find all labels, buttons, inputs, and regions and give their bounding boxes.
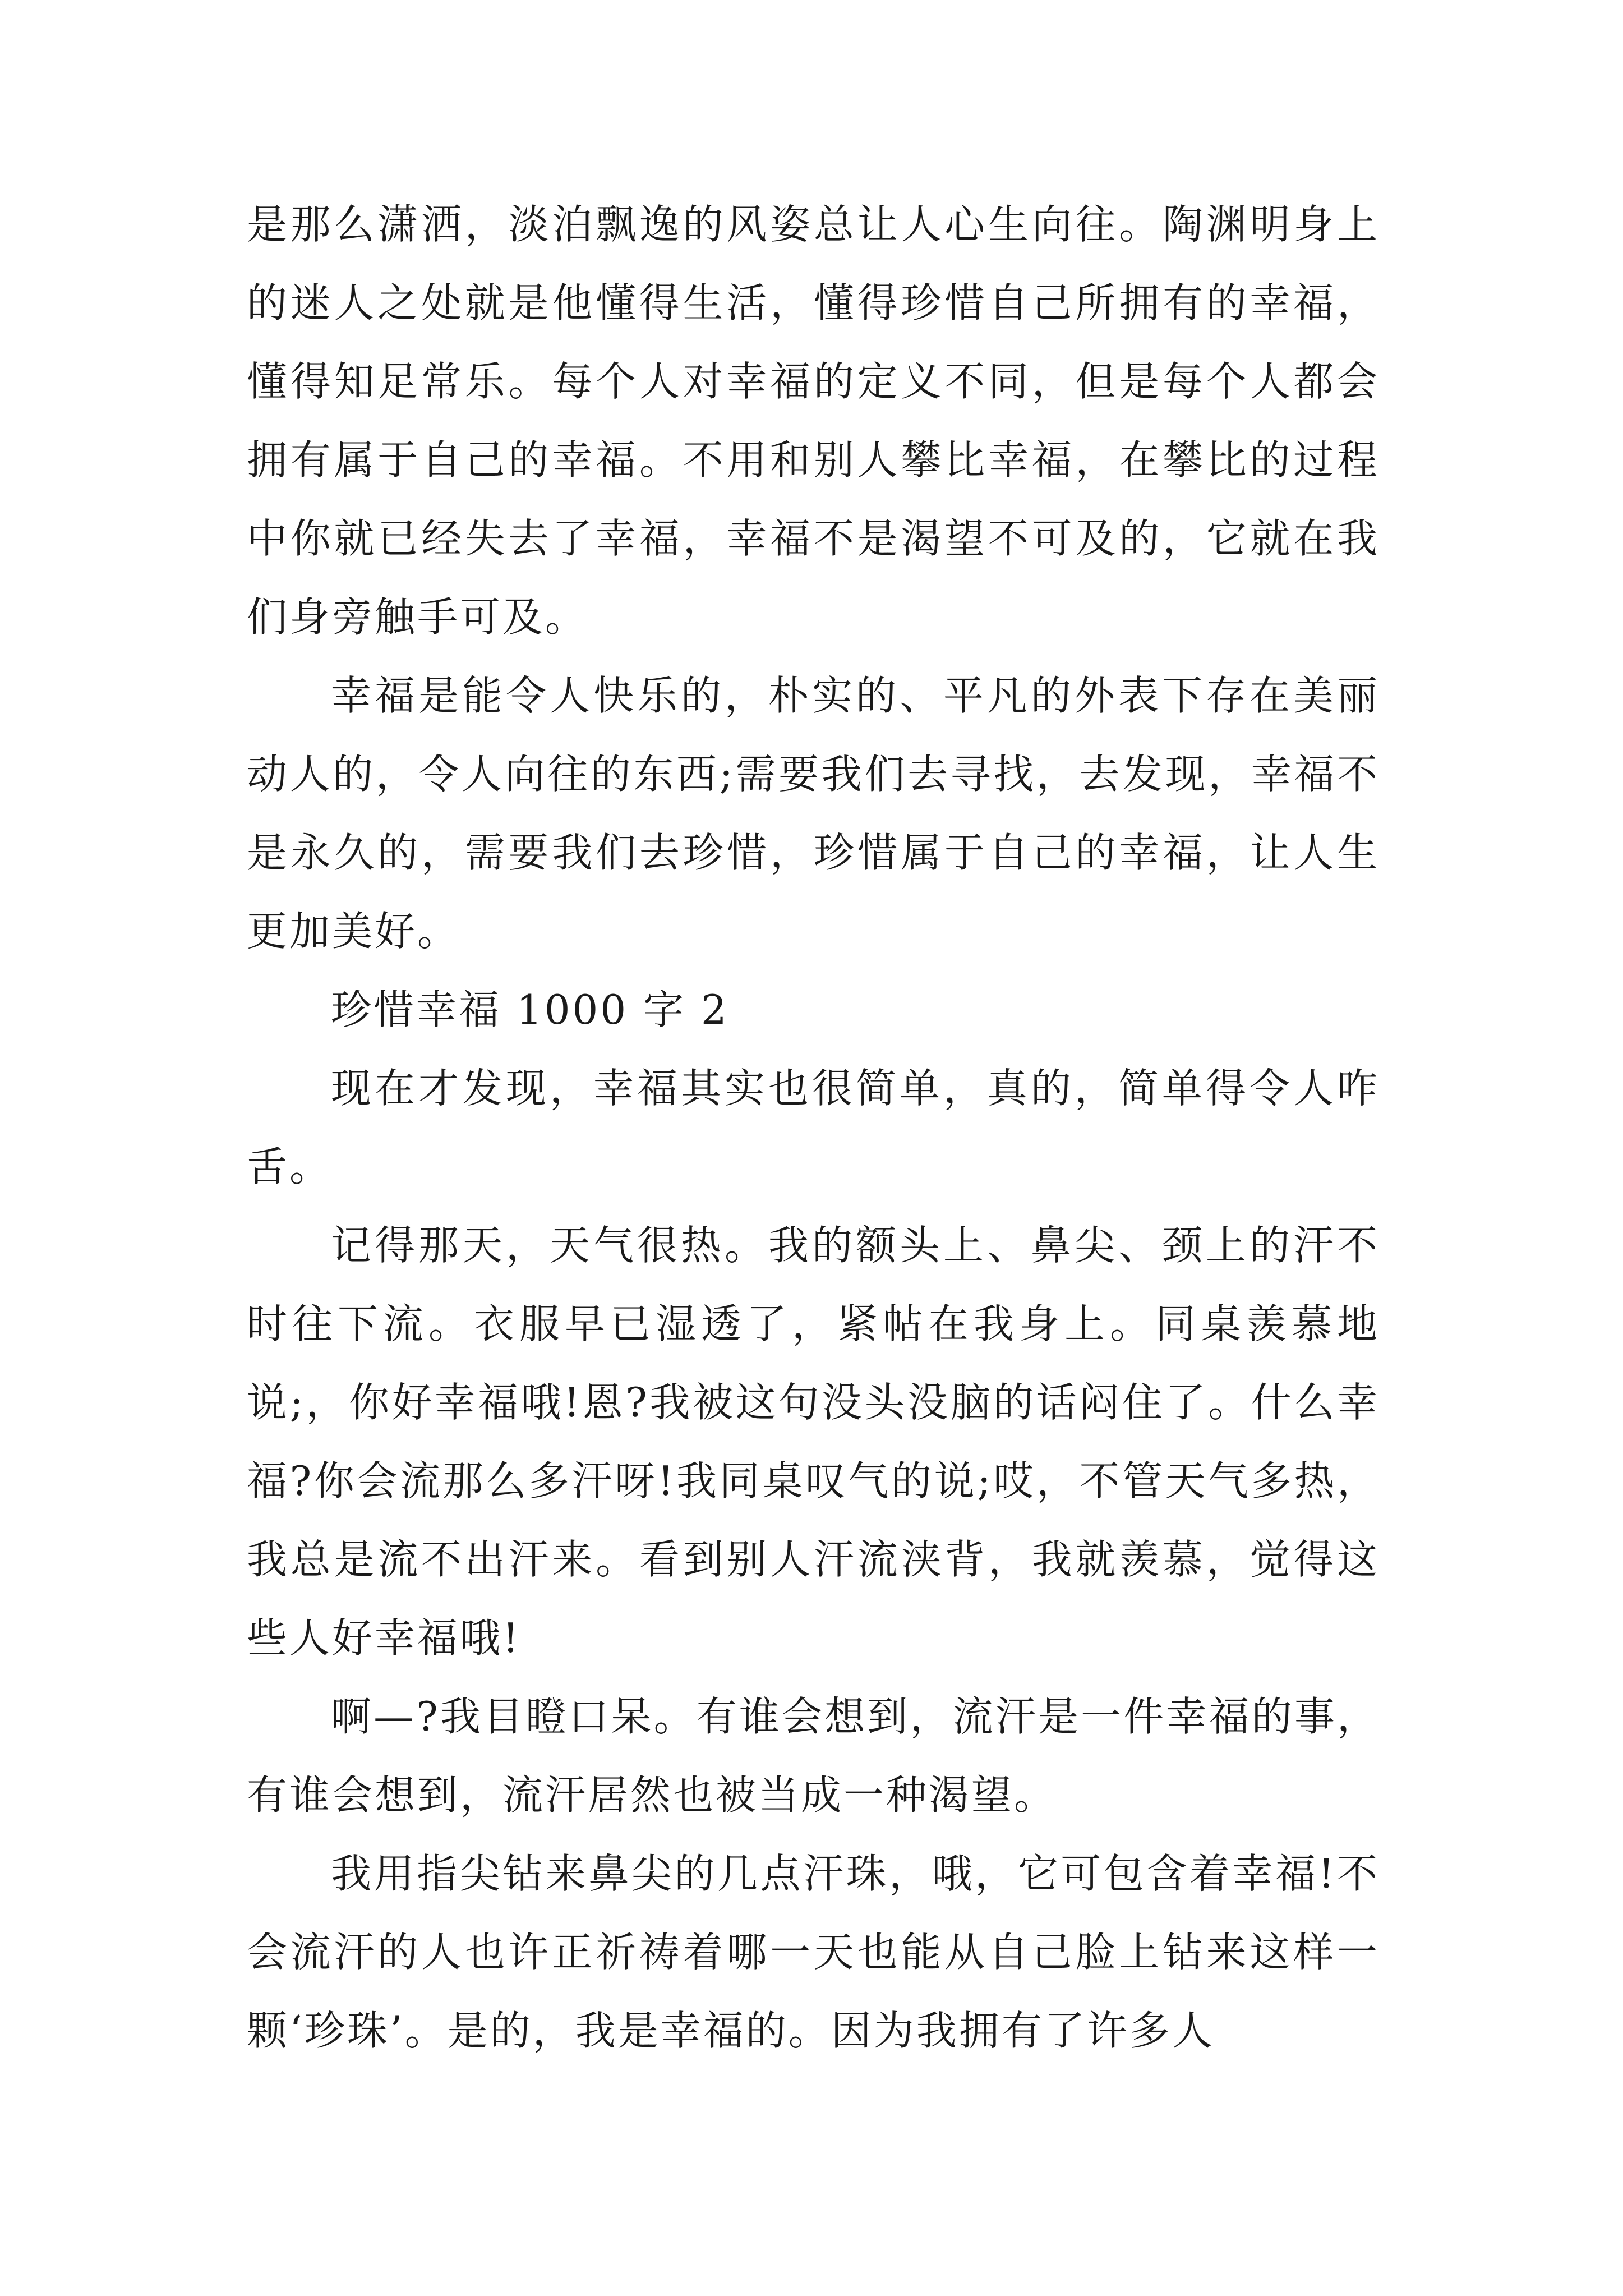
paragraph-5: 啊—?我目瞪口呆。有谁会想到，流汗是一件幸福的事，有谁会想到，流汗居然也被当成一种渴望。 <box>247 1693 1380 1819</box>
section-title: 珍惜幸福 1000 字 2 <box>331 986 729 1033</box>
document-body <box>247 185 1380 2070</box>
paragraph-2: 幸福是能令人快乐的，朴实的、平凡的外表下存在美丽动人的，令人向往的东西;需要我们去寻找，去发现，幸福不是永久的，需要我们去珍惜，珍惜属于自己的幸福，让人生更加美好。 <box>247 672 1380 955</box>
paragraph-4: 记得那天，天气很热。我的额头上、鼻尖、颈上的汗不时往下流。衣服早已湿透了，紧帖在我身上。同桌羡慕地说;，你好幸福哦!恩?我被这句没头没脑的话闷住了。什么幸福?你会流那么多汗呀!我同桌叹气的说;哎，不管天气多热，我总是流不出汗来。看到别人汗流浃背，我就羡慕，觉得这些人好幸福哦! <box>247 1222 1380 1662</box>
paragraph-6: 我用指尖钻来鼻尖的几点汗珠，哦，它可包含着幸福!不会流汗的人也许正祈祷着哪一天也能从自己脸上钻来这样一颗‘珍珠’。是的，我是幸福的。因为我拥有了许多人 <box>247 1850 1380 2054</box>
paragraph-1: 是那么潇洒，淡泊飘逸的风姿总让人心生向往。陶渊明身上的迷人之处就是他懂得生活，懂得珍惜自己所拥有的幸福，懂得知足常乐。每个人对幸福的定义不同，但是每个人都会拥有属于自己的幸福。不用和别人攀比幸福，在攀比的过程中你就已经失去了幸福，幸福不是渴望不可及的，它就在我们身旁触手可及。 <box>247 201 1380 641</box>
paragraph-3: 现在才发现，幸福其实也很简单，真的，简单得令人咋舌。 <box>247 1065 1380 1190</box>
